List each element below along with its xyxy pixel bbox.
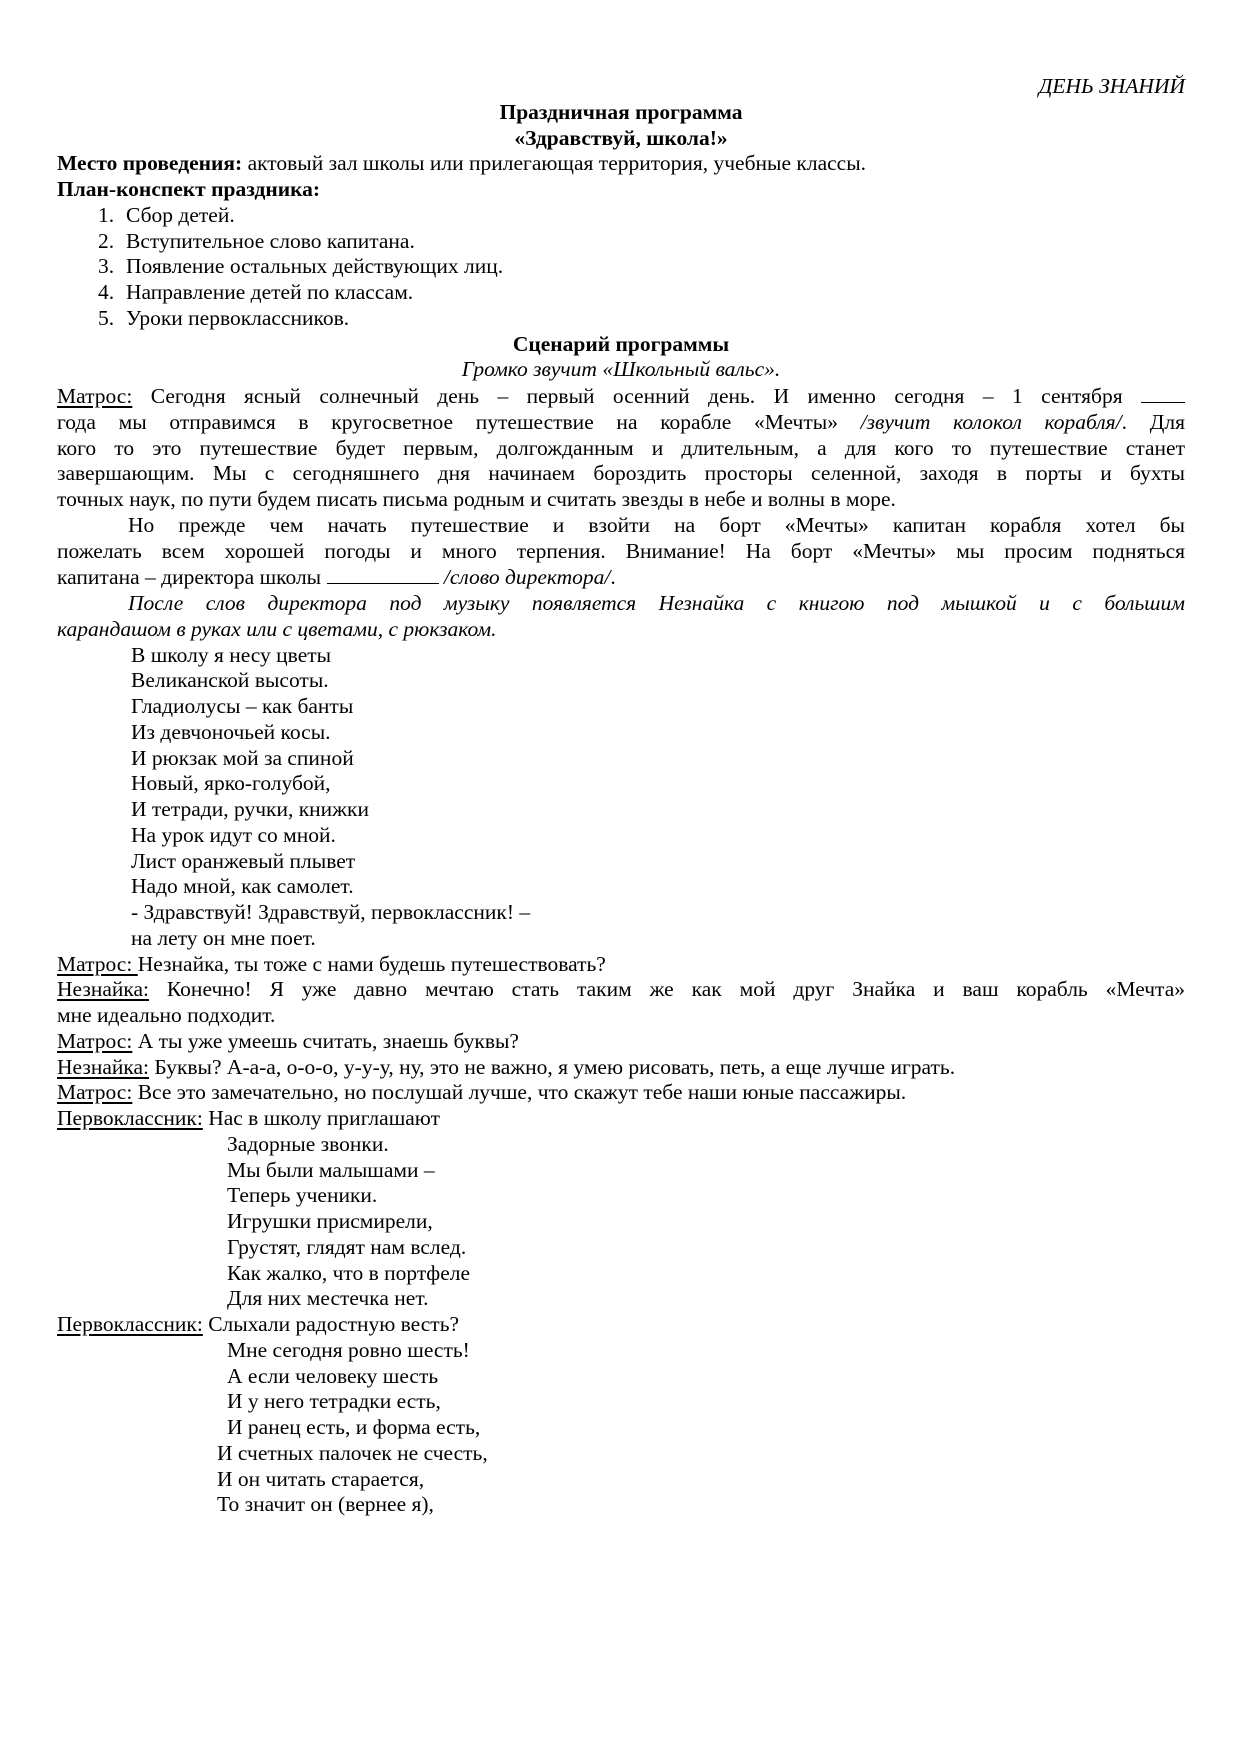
poem-line: И тетради, ручки, книжки [131, 797, 369, 821]
fill-in-blank [327, 564, 439, 584]
speaker-label: Матрос: [57, 1028, 133, 1053]
poem-line: Лист оранжевый плывет [131, 848, 356, 873]
poem [57, 1132, 1185, 1312]
speech-line: пожелать всем хорошей погоды и много терпения. Внимание! На борт «Мечты» мы просим подняться [57, 538, 1185, 563]
poem-line: Новый, ярко-голубой, [131, 771, 331, 796]
poem [57, 1441, 1185, 1518]
speech-line: Но прежде чем начать путешествие и взойти на борт «Мечты» капитан корабля хотел бы [128, 512, 1185, 537]
dialogue-line: Незнайка: Буквы? А-а-а, о-о-о, у-у-у, ну, это не важно, я умею рисовать, петь, а еще лучше играть. [57, 1054, 956, 1079]
speaker-label: Матрос: [57, 951, 138, 976]
poem-line: То значит он (вернее я), [217, 1492, 434, 1517]
poem-line: И рюкзак мой за спиной [131, 745, 354, 770]
plan-item: 3. Появление остальных действующих лиц. [98, 254, 504, 279]
speaker-label: Незнайка: [57, 1054, 150, 1079]
poem-line: Игрушки присмирели, [227, 1209, 433, 1233]
plan-list [57, 203, 1185, 332]
poem-line: Великанской высоты. [131, 668, 329, 693]
poem-line: На урок идут со мной. [131, 822, 336, 847]
poem [57, 643, 1185, 952]
speaker-label: Матрос: [57, 1080, 133, 1105]
speech-line: завершающим. Мы с сегодняшнего дня начинаем бороздить просторы селенной, заходя в порты и бухты [57, 461, 1185, 486]
scenario-heading: Сценарий программы [512, 331, 730, 356]
poem-line: Мне сегодня ровно шесть! [227, 1337, 470, 1362]
running-header: ДЕНЬ ЗНАНИЙ [1038, 74, 1185, 98]
poem-line: Для них местечка нет. [227, 1286, 429, 1311]
plan-item: 5. Уроки первоклассников. [98, 305, 350, 330]
poem-line: Мы были малышами – [227, 1157, 435, 1182]
document-page [57, 74, 1185, 1518]
speech-paragraph: Матрос: Сегодня ясный солнечный день – первый осенний день. И именно сегодня – 1 сентября [57, 383, 1185, 410]
stage-direction: После слов директора под музыку появляется Незнайка с книгою под мышкой и с большим [128, 591, 1185, 615]
speaker-label: Первоклассник: [57, 1312, 203, 1336]
poem-line: - Здравствуй! Здравствуй, первоклассник! – [131, 900, 531, 924]
dialogue-line: Незнайка: Конечно! Я уже давно мечтаю стать таким же как мой друг Знайка и ваш корабль «Мечта» [57, 977, 1185, 1002]
poem-line: И у него тетрадки есть, [227, 1389, 441, 1414]
fill-in-blank [1141, 383, 1185, 403]
speech-line: кого то это путешествие будет первым, долгожданным и длительным, а для кого то путешествие станет [57, 435, 1185, 460]
stage-note: /звучит колокол корабля/ [860, 409, 1122, 434]
plan-item: 2. Вступительное слово капитана. [98, 228, 415, 253]
speaker-label: Незнайка: [57, 977, 150, 1002]
document-title: Праздничная программа [499, 99, 743, 124]
dialogue-line: Матрос: А ты уже умеешь считать, знаешь буквы? [57, 1028, 519, 1053]
plan-heading: План-конспект праздника: [57, 177, 321, 201]
poem-line: Как жалко, что в портфеле [227, 1260, 471, 1285]
poem-line: В школу я несу цветы [131, 642, 332, 667]
dialogue-line: Первоклассник: Нас в школу приглашают [57, 1106, 440, 1130]
dialogue-continuation: мне идеально подходит. [57, 1003, 276, 1027]
stage-direction: Громко звучит «Школьный вальс». [461, 357, 781, 382]
plan-item: 4. Направление детей по классам. [98, 280, 414, 304]
plan-item: 1. Сбор детей. [98, 202, 235, 227]
dialogue-line: Матрос: Незнайка, ты тоже с нами будешь путешествовать? [57, 951, 606, 976]
poem-line: И ранец есть, и форма есть, [227, 1415, 481, 1439]
poem-line: И счетных палочек не счесть, [217, 1440, 488, 1465]
poem-line: И он читать старается, [217, 1466, 425, 1491]
stage-direction: карандашом в руках или с цветами, с рюкзаком. [57, 616, 497, 641]
speaker-label: Матрос: [57, 384, 133, 408]
poem-line: Задорные звонки. [227, 1131, 389, 1156]
poem-line: на лету он мне поет. [131, 925, 316, 950]
dialogue-line: Первоклассник: Слыхали радостную весть? [57, 1312, 460, 1336]
speech-line: года мы отправимся в кругосветное путешествие на корабле «Мечты» /звучит колокол корабля/. Для [57, 409, 1185, 434]
poem-line: А если человеку шесть [227, 1363, 439, 1388]
poem-line: Грустят, глядят нам вслед. [227, 1234, 467, 1259]
venue-label: Место проведения: [57, 151, 243, 176]
stage-note: /слово директора/ [438, 565, 611, 590]
poem-line: Из девчоночьей косы. [131, 719, 331, 744]
dialogue-line: Матрос: Все это замечательно, но послушай лучше, что скажут тебе наши юные пассажиры. [57, 1080, 907, 1105]
speech-line: точных наук, по пути будем писать письма родным и считать звезды в небе и волны в море. [57, 487, 896, 511]
poem-line: Теперь ученики. [227, 1183, 378, 1208]
venue-line [57, 151, 1185, 177]
poem [57, 1338, 1185, 1441]
venue-text: актовый зал школы или прилегающая территория, учебные классы. [242, 151, 867, 176]
document-subtitle: «Здравствуй, школа!» [514, 125, 728, 150]
poem-line: Надо мной, как самолет. [131, 874, 354, 899]
speaker-label: Первоклассник: [57, 1106, 203, 1130]
speech-line: капитана – директора школы /слово директора/. [57, 565, 616, 590]
poem-line: Гладиолусы – как банты [131, 694, 354, 718]
